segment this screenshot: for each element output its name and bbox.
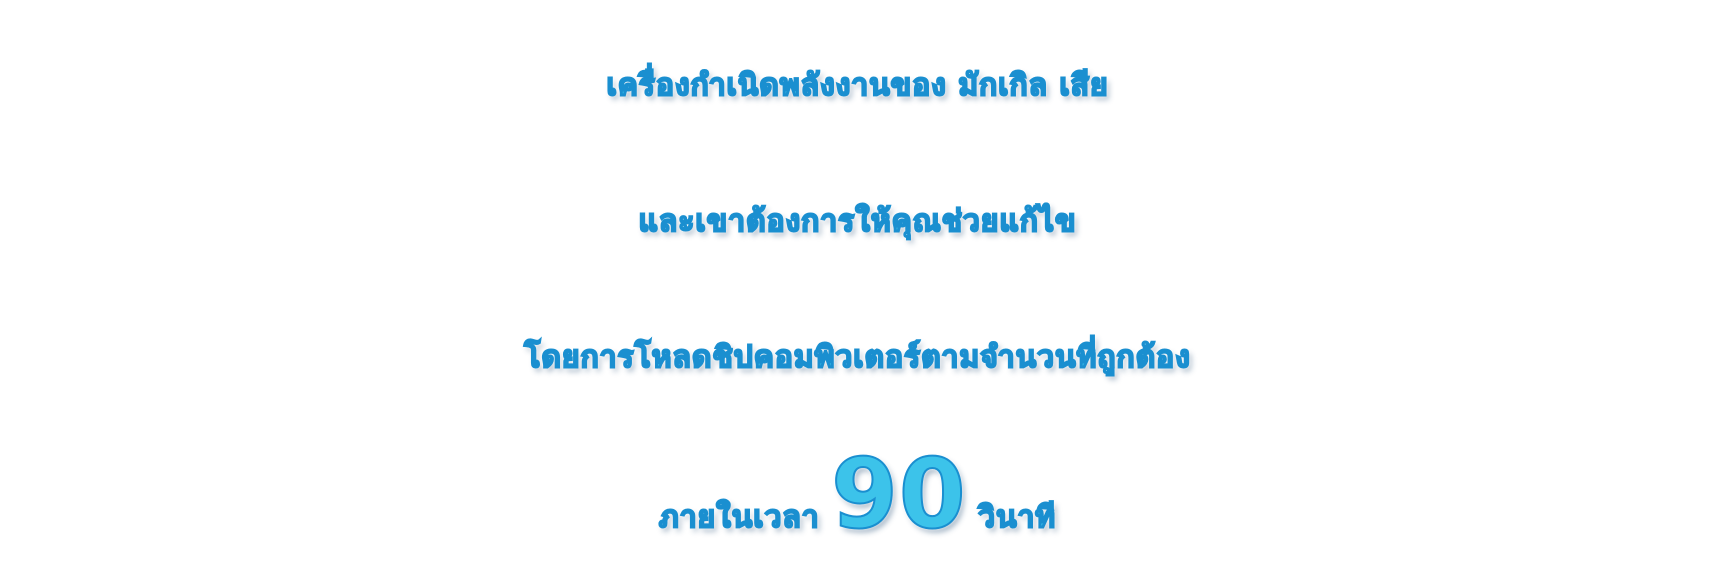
time-limit-suffix: วินาที <box>966 500 1057 535</box>
instruction-line-4 <box>0 426 1715 586</box>
instruction-text-block <box>0 18 1715 586</box>
instruction-line-3: โดยการโหลดชิปคอมพิวเตอร์ตามจำนวนที่ถูกต้อง <box>524 340 1191 375</box>
instruction-line-2: และเขาต้องการให้คุณช่วยแก้ไข <box>638 204 1077 239</box>
instruction-line-1: เครื่องกำเนิดพลังงานของ มักเกิล เสีย <box>606 68 1109 103</box>
time-limit-prefix: ภายในเวลา <box>658 500 832 535</box>
time-limit-number: 90 <box>831 438 967 550</box>
